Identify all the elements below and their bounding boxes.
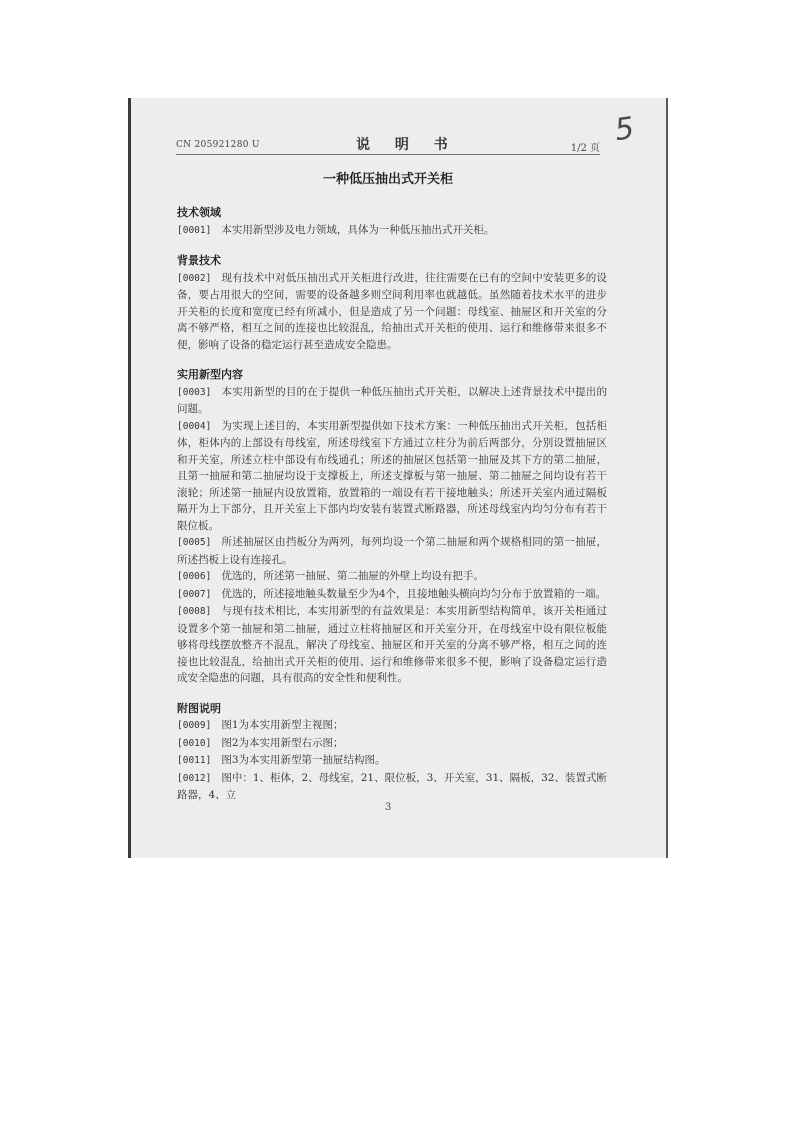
page-header: [176, 134, 600, 155]
section-heading: 背景技术: [177, 254, 221, 267]
page-number: 3: [384, 802, 392, 813]
paragraph-text: 为实现上述目的，本实用新型提供如下技术方案：一种低压抽出式开关柜，包括柜体，柜体内的上部设有母线室，所述母线室下方通过立柱分为前后两部分，分别设置抽屉区和开关室，所述立柱中部设有布线通孔；所述的抽屉区包括第一抽屉及其下方的第二抽屉，且第一抽屉和第二抽屉均设于支撑板上，所述支撑板与第一抽屉、第二抽屉之间均设有若干滚轮；所述第一抽屉内设放置箱，放置箱的一端设有若干接地触头；所述开关室内通过隔板隔开为上下部分，且开关室上下部内均安装有装置式断路器，所述母线室内均匀分布有若干限位板。: [177, 419, 607, 532]
handwritten-page-mark: 5: [612, 110, 637, 149]
paragraph-number: [0010]: [177, 737, 212, 749]
paragraph-text: 优选的，所述第一抽屉、第二抽屉的外壁上均设有把手。: [221, 570, 484, 582]
paragraph-number: [0001]: [177, 224, 212, 236]
paragraph-number: [0007]: [177, 588, 212, 600]
paragraph: [177, 384, 607, 418]
paragraph-text: 图1为本实用新型主视图；: [221, 719, 344, 731]
paragraph-number: [0005]: [177, 537, 212, 548]
paragraph-number: [0004]: [177, 420, 212, 432]
section-heading: 实用新型内容: [177, 368, 243, 381]
paragraph: [177, 222, 607, 240]
paragraph: [177, 586, 607, 604]
document-number: CN 205921280 U: [176, 140, 260, 150]
section-gap: [177, 353, 607, 367]
paragraph-number: [0006]: [177, 571, 212, 582]
section-heading: 技术领域: [177, 206, 221, 219]
paragraph: [177, 603, 607, 687]
paragraph: [177, 770, 607, 804]
paragraph-number: [0002]: [177, 272, 212, 284]
paragraph-text: 图2为本实用新型右示图；: [221, 736, 344, 749]
paragraph: [177, 568, 607, 586]
paragraph-number: [0003]: [177, 386, 212, 398]
paragraph-text: 所述抽屉区由挡板分为两列，每列均设一个第二抽屉和两个规格相同的第一抽屉，所述挡板上设有连接孔。: [177, 536, 607, 566]
paragraph-number: [0008]: [177, 606, 212, 617]
paragraph: [177, 418, 607, 535]
paragraph-number: [0011]: [177, 755, 212, 766]
paragraph-text: 优选的，所述接地触头数量至少为4个，且接地触头横向均匀分布于放置箱的一端。: [221, 587, 607, 600]
section-gap: [177, 239, 607, 253]
section-heading: 附图说明: [177, 701, 221, 715]
paragraph-number: [0009]: [177, 720, 212, 731]
paragraph-text: 图中：1、柜体，2、母线室，21、限位板，3、开关室，31、隔板，32、装置式断路器，4、立: [177, 771, 607, 801]
paragraph: [177, 752, 607, 770]
paragraph-text: 与现有技术相比，本实用新型的有益效果是：本实用新型结构简单，该开关柜通过设置多个第一抽屉和第二抽屉，通过立柱将抽屉区和开关室分开，在母线室中设有限位板能够将母线摆放整齐不混乱，解决了母线室、抽屉区和开关室的分离不够严格，相互之间的连接也比较混乱，给抽出式开关柜的使用、运行和维修带来很多不便，影响了设备稳定运行造成安全隐患的问题，具有很高的安全性和便利性。: [177, 605, 607, 684]
section-gap: [177, 687, 607, 701]
document-title: 一种低压抽出式开关柜: [322, 172, 453, 187]
document-body: [177, 205, 607, 804]
paragraph-number: [0012]: [177, 772, 212, 784]
paragraph-text: 现有技术中对低压抽出式开关柜进行改进，往往需要在已有的空间中安装更多的设备，要占用很大的空间，需要的设备越多则空间利用率也就越低。虽然随着技术水平的进步开关柜的长度和宽度已经有所减小，但是造成了另一个问题：母线室、抽屉区和开关室的分离不够严格，相互之间的连接也比较混乱，给抽出式开关柜的使用、运行和维修带来很多不便，影响了设备的稳定运行甚至造成安全隐患。: [177, 271, 607, 351]
page-indicator: 1/2 页: [570, 143, 600, 154]
paragraph: [177, 717, 607, 735]
paragraph: [177, 270, 607, 354]
paragraph-text: 图3为本实用新型第一抽屉结构图。: [221, 754, 386, 766]
paragraph: [177, 534, 607, 568]
paragraph: [177, 735, 607, 753]
header-title: 说 明 书: [356, 137, 458, 153]
paragraph-text: 本实用新型涉及电力领域，具体为一种低压抽出式开关柜。: [221, 223, 495, 236]
paragraph-text: 本实用新型的目的在于提供一种低压抽出式开关柜，以解决上述背景技术中提出的问题。: [177, 385, 607, 415]
